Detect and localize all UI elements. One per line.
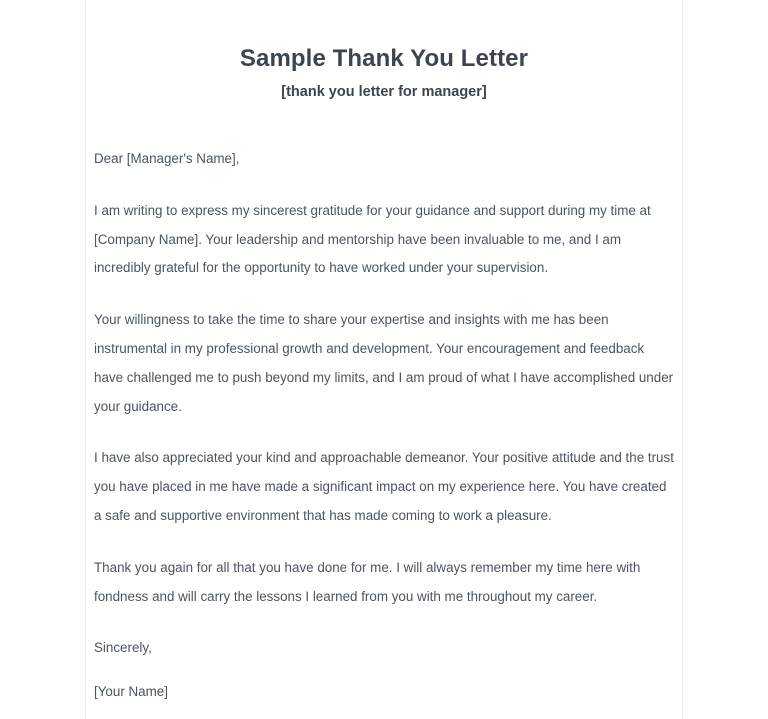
left-margin bbox=[0, 0, 86, 719]
page-title: Sample Thank You Letter bbox=[239, 45, 529, 72]
letter-closing: Sincerely, bbox=[94, 640, 152, 656]
right-margin bbox=[682, 0, 768, 719]
letter-paragraph: Your willingness to take the time to share your expertise and insights with me has been instrumental in my professional growth and development. Your encouragement and feedback have challenged me to push beyond my limits, and I am proud of what I have accomplished under your guidance. bbox=[94, 312, 674, 414]
letter-paragraph: Thank you again for all that you have done for me. I will always remember my time here with fondness and will carry the lessons I learned from you with me throughout my career. bbox=[94, 559, 641, 604]
letter-signature: [Your Name] bbox=[94, 684, 168, 700]
letter-salutation: Dear [Manager's Name], bbox=[94, 151, 240, 166]
page-subtitle: [thank you letter for manager] bbox=[281, 84, 487, 100]
letter-body bbox=[94, 102, 674, 707]
letter-paragraph: I have also appreciated your kind and approachable demeanor. Your positive attitude and the trust you have placed in me have made a significant impact on my experience here. You have created a safe and supportive environment that has made coming to work a pleasure. bbox=[94, 450, 674, 523]
document-content bbox=[87, 0, 681, 719]
letter-paragraph: I am writing to express my sincerest gratitude for your guidance and support during my time at [Company Name]. Your leadership and mentorship have been invaluable to me, and I am incredibly grateful for the opportunity to have worked under your supervision. bbox=[94, 202, 651, 276]
